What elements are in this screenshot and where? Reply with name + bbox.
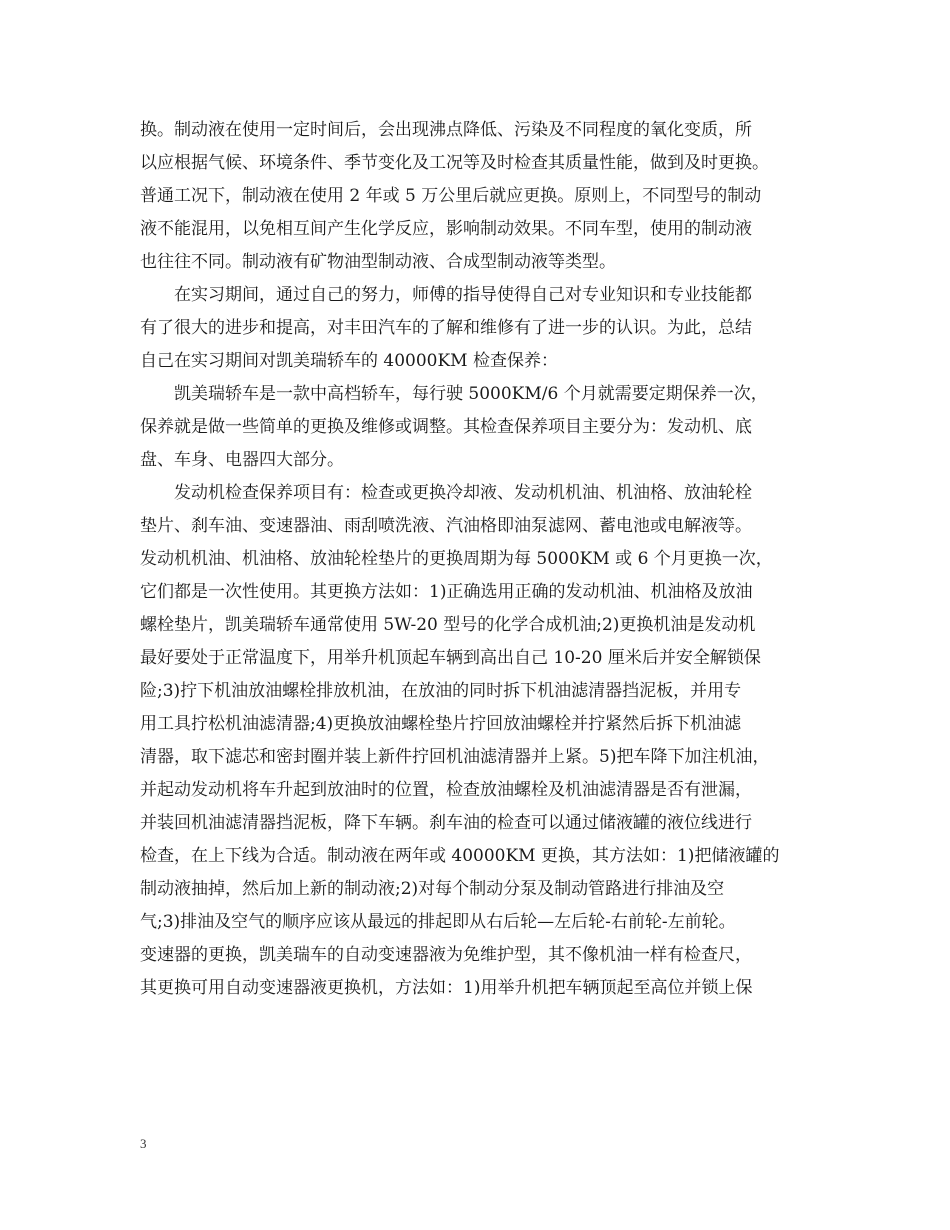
text-line: 有了很大的进步和提高，对丰田汽车的了解和维修有了进一步的认识。为此，总结 (140, 318, 752, 338)
text-line: 发动机机油、机油格、放油轮栓垫片的更换周期为每 5000KM 或 6 个月更换一次， (140, 549, 773, 569)
text-line: 最好要处于正常温度下，用举升机顶起车辆到高出自己 10-20 厘米后并安全解锁保 (140, 648, 761, 668)
text-line: 其更换可用自动变速器液更换机，方法如：1)用举升机把车辆顶起至高位并锁上保 (140, 978, 753, 998)
text-line: 换。制动液在使用一定时间后，会出现沸点降低、污染及不同程度的氧化变质，所 (140, 120, 752, 140)
document-body (140, 114, 840, 1005)
text-line: 险;3)拧下机油放油螺栓排放机油，在放油的同时拆下机油滤清器挡泥板，并用专 (140, 681, 742, 701)
text-line: 也往往不同。制动液有矿物油型制动液、合成型制动液等类型。 (140, 252, 616, 272)
text-line: 并起动发动机将车升起到放油时的位置，检查放油螺栓及机油滤清器是否有泄漏， (140, 780, 752, 800)
text-line: 螺栓垫片，凯美瑞轿车通常使用 5W-20 型号的化学合成机油;2)更换机油是发动机 (140, 615, 756, 635)
text-line: 发动机检查保养项目有：检查或更换冷却液、发动机机油、机油格、放油轮栓 (174, 483, 752, 503)
text-line: 用工具拧松机油滤清器;4)更换放油螺栓垫片拧回放油螺栓并拧紧然后拆下机油滤 (140, 714, 742, 734)
text-line: 气;3)排油及空气的顺序应该从最远的排起即从右后轮—左后轮-右前轮-左前轮。 (140, 912, 736, 932)
text-line: 液不能混用，以免相互间产生化学反应，影响制动效果。不同车型，使用的制动液 (140, 219, 752, 239)
text-line: 清器，取下滤芯和密封圈并装上新件拧回机油滤清器并上紧。5)把车降下加注机油， (140, 747, 770, 767)
text-line: 并装回机油滤清器挡泥板，降下车辆。刹车油的检查可以通过储液罐的液位线进行 (140, 813, 752, 833)
text-line: 以应根据气候、环境条件、季节变化及工况等及时检查其质量性能，做到及时更换。 (140, 153, 769, 173)
page-number: 3 (140, 1136, 147, 1151)
text-line: 凯美瑞轿车是一款中高档轿车，每行驶 5000KM/6 个月就需要定期保养一次， (174, 384, 768, 404)
text-line: 它们都是一次性使用。其更换方法如：1)正确选用正确的发动机油、机油格及放油 (140, 582, 753, 602)
text-line: 检查，在上下线为合适。制动液在两年或 40000KM 更换，其方法如：1)把储液罐的 (140, 846, 780, 866)
text-line: 盘、车身、电器四大部分。 (140, 450, 344, 470)
text-line: 普通工况下，制动液在使用 2 年或 5 万公里后就应更换。原则上，不同型号的制动 (140, 186, 762, 206)
text-line: 保养就是做一些简单的更换及维修或调整。其检查保养项目主要分为：发动机、底 (140, 417, 752, 437)
text-line: 制动液抽掉，然后加上新的制动液;2)对每个制动分泵及制动管路进行排油及空 (140, 879, 725, 899)
text-line: 变速器的更换，凯美瑞车的自动变速器液为免维护型，其不像机油一样有检查尺， (140, 945, 752, 965)
text-line: 垫片、刹车油、变速器油、雨刮喷洗液、汽油格即油泵滤网、蓄电池或电解液等。 (140, 516, 752, 536)
text-line: 在实习期间，通过自己的努力，师傅的指导使得自己对专业知识和专业技能都 (174, 285, 752, 305)
text-line: 自己在实习期间对凯美瑞轿车的 40000KM 检查保养： (140, 351, 558, 371)
